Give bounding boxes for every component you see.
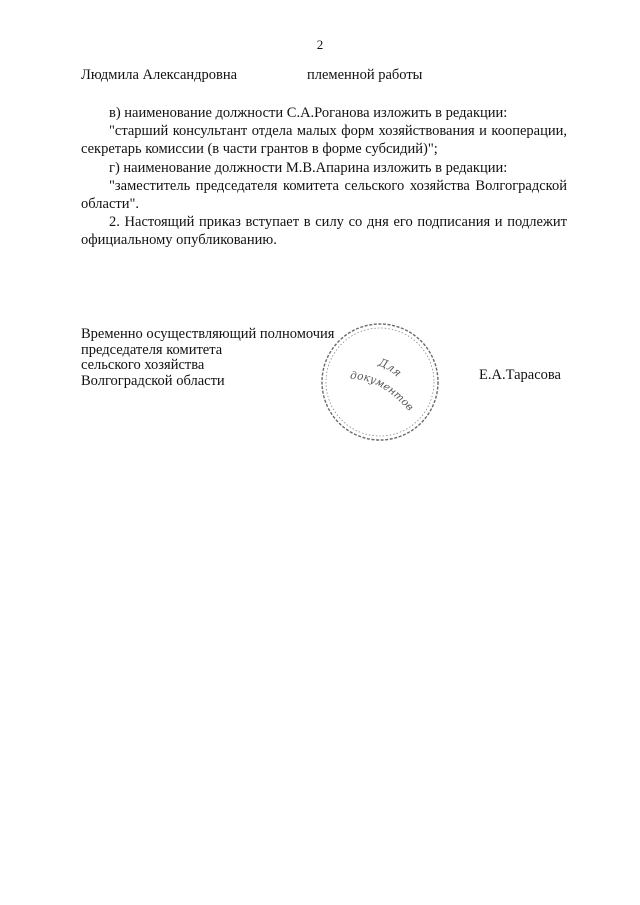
paragraph-g: г) наименование должности М.В.Апарина изложить в редакции: [109, 159, 508, 176]
page-number: 2 [316, 37, 324, 52]
header-left-text: Людмила Александровна [81, 67, 238, 83]
paragraph-v-quote: "старший консультант отдела малых форм хозяйствования и кооперации, секретарь комиссии (в части грантов в форме субсидий)"; [81, 123, 567, 158]
header-right-text: племенной работы [307, 67, 423, 83]
paragraph-2: 2. Настоящий приказ вступает в силу со дня его подписания и подлежит официальному опубликованию. [81, 214, 567, 249]
signature-line: сельского хозяйства [81, 357, 205, 373]
stamp-text-top-path: Для [376, 355, 405, 380]
signer-name: Е.А.Тарасова [479, 367, 561, 383]
paragraph-v: в) наименование должности С.А.Роганова изложить в редакции: [109, 105, 508, 121]
stamp-text-bottom [345, 369, 419, 414]
signature-position [81, 327, 334, 389]
signature-line: председателя комитета [81, 341, 223, 358]
document-body [81, 104, 567, 250]
signature-line: Волгоградской области [81, 372, 225, 389]
stamp-text-bottom-path: документов [349, 369, 416, 414]
signature-line: Временно осуществляющий полномочия [81, 326, 335, 342]
paragraph-g-quote: "заместитель председателя комитета сельского хозяйства Волгоградской области". [81, 177, 567, 213]
stamp-seal [316, 318, 444, 446]
